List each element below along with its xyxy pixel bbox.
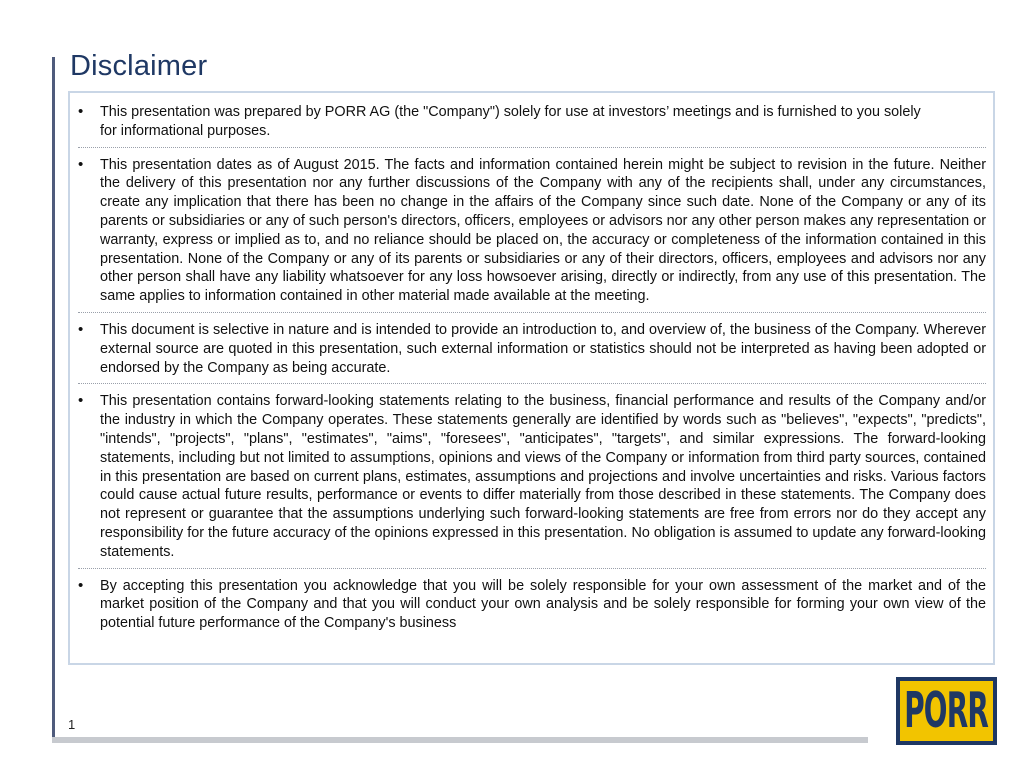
- logo-wordmark: PORR: [904, 682, 989, 740]
- disclaimer-item-text: This document is selective in nature and is intended to provide an introduction to, and overview of, the business of the Company. Wherever external source are quoted in this presentation, such external information or statistics should not be interpreted as having been adopted or endorsed by the Company as being accurate.: [100, 321, 986, 376]
- bullet-icon: •: [78, 392, 84, 410]
- disclaimer-item: [78, 321, 986, 384]
- page-number: 1: [68, 717, 76, 732]
- disclaimer-item: [78, 156, 986, 313]
- bullet-icon: •: [78, 103, 84, 120]
- bullet-icon: •: [78, 576, 84, 594]
- bullet-icon: •: [78, 320, 84, 338]
- disclaimer-item: [78, 392, 986, 568]
- footer-rule: [52, 737, 868, 743]
- disclaimer-item-text: This presentation contains forward-looking statements relating to the business, financial performance and results of the Company and/or the industry in which the Company operates. These statements generally are identified by words such as "believes", "expects", "predicts", "intends", "projects", "plans", "estimates", "aims", "foresees", "anticipates", "targets", and similar expressions. The forward-looking statements, including but not limited to assumptions, opinions and views of the Company or information from third party sources, contained in this presentation are based on current plans, estimates, assumptions and projections and involve uncertainties and risks. Various factors could cause actual future results, performance or events to differ materially from those described in these statements. The Company does not represent or guarantee that the assumptions underlying such forward-looking statements are free from errors nor do they accept any responsibility for the future accuracy of the opinions expressed in this presentation. No obligation is assumed to update any forward-looking statements.: [100, 393, 986, 560]
- disclaimer-item-text: By accepting this presentation you acknowledge that you will be solely responsible for your own assessment of the market and of the market position of the Company and that you will conduct your own analysis and be solely responsible for forming your own view of the potential future performance of the Company's business: [100, 577, 986, 632]
- bullet-icon: •: [78, 155, 84, 173]
- page-title: Disclaimer: [70, 50, 208, 82]
- disclaimer-item-text: This presentation dates as of August 2015. The facts and information contained herein might be subject to revision in the future. Neither the delivery of this presentation nor any further discussions of the Company with any of the recipients shall, under any circumstances, create any implication that there has been no change in the affairs of the Company since such date. None of the Company or any of its parents or subsidiaries or any of such person's directors, officers, employees or advisors nor any other person makes any representation or warranty, express or implied as to, and no reliance should be placed on, the accuracy or completeness of the information contained in this presentation. None of the Company or any of its parents or subsidiaries or any of their directors, officers, employees and advisors nor any other person shall have any liability whatsoever for any loss howsoever arising, directly or indirectly, from any use of this presentation. The same applies to information contained in other material made available at the meeting.: [100, 156, 986, 305]
- disclaimer-item: [78, 103, 986, 148]
- left-accent-rule: [52, 57, 55, 741]
- logo-plate: [900, 681, 993, 741]
- disclaimer-item: [78, 577, 986, 633]
- porr-logo: [896, 677, 997, 745]
- disclaimer-item-text: This presentation was prepared by PORR AG (the "Company") solely for use at investors’ meetings and is furnished to you solely for informational purposes.: [100, 104, 921, 139]
- disclaimer-box: [68, 91, 995, 665]
